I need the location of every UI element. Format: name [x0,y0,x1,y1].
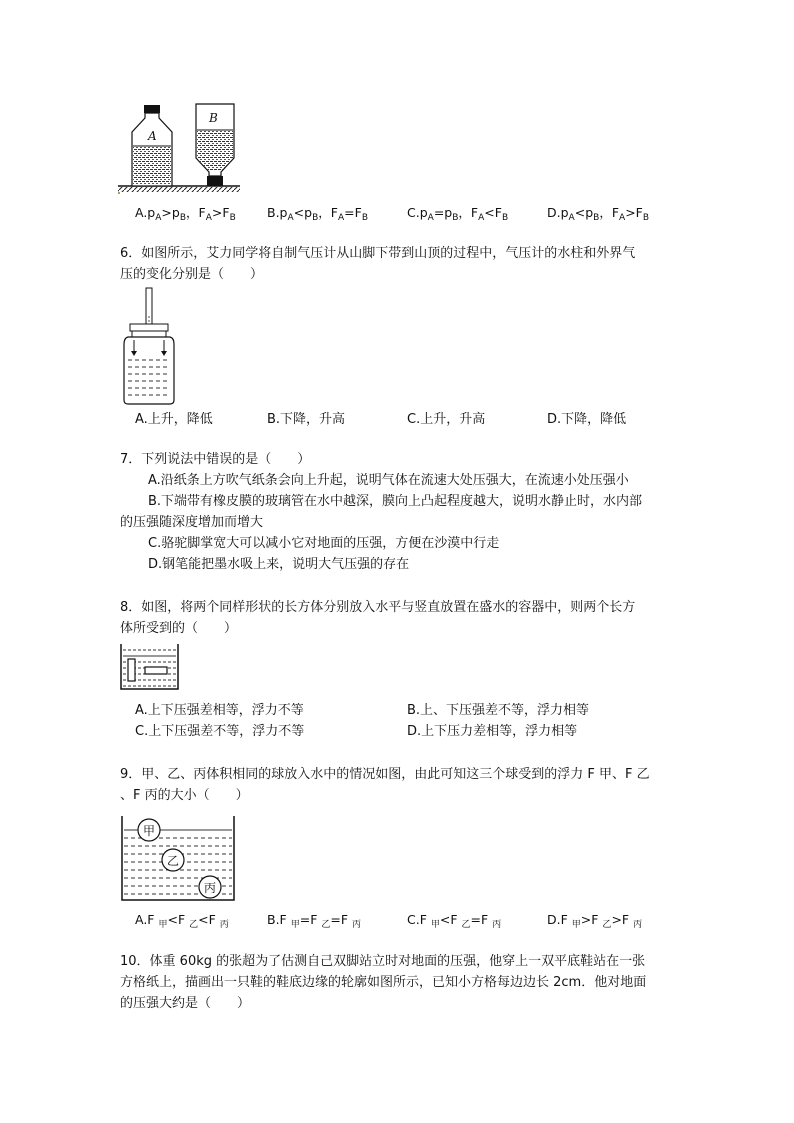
q8-option-a[interactable]: A.上下压强差相等，浮力不等 [135,703,304,718]
q9-stem-line1: 9．甲、乙、丙体积相同的球放入水中的情况如图，由此可知这三个球受到的浮力 F 甲、F 乙 [120,767,650,782]
q5-bottles-figure [114,100,244,196]
q5-option-a[interactable]: $A.p_A>p_B$，$F_A>F_B$ [135,205,236,223]
q6-option-d[interactable]: D.下降，降低 [547,412,627,427]
q7-stem: 7．下列说法中错误的是（ ） [120,452,311,467]
ball-yi-label: 乙 [166,854,180,868]
q9-option-b[interactable]: B.F $_甲$=F $_乙$=F $_丙$ [267,912,362,930]
q6-stem-line2: 压的变化分别是（ ） [120,267,264,282]
q8-stem-line1: 8．如图，将两个同样形状的长方体分别放入水平与竖直放置在盛水的容器中，则两个长方 [120,600,636,615]
q10-stem-line1: 10．体重 60kg 的张超为了估测自己双脚站立时对地面的压强，他穿上一双平底鞋站在一张 [120,954,646,969]
q9-balls-figure [118,814,238,904]
q9-option-a[interactable]: A.F $_甲$<F $_乙$<F $_丙$ [135,912,229,930]
q8-container-figure [118,642,182,692]
q8-option-b[interactable]: B.上、下压强差不等，浮力相等 [407,703,590,718]
ball-bing-label: 丙 [203,881,217,895]
q7-option-b-line2[interactable]: 的压强随深度增加而增大 [120,515,264,530]
q5-option-d[interactable]: $D.p_A<p_B$，$F_A>F_B$ [547,205,650,223]
bottle-b-label: B [209,111,218,125]
q7-option-d[interactable]: D.钢笔能把墨水吸上来，说明大气压强的存在 [148,557,410,572]
q9-stem-line2: 、F 丙的大小（ ） [120,788,249,803]
q7-option-c[interactable]: C.骆驼脚掌宽大可以减小它对地面的压强，方便在沙漠中行走 [148,536,500,551]
q5-option-c[interactable]: $C.p_A=p_B$，$F_A<F_B$ [407,205,509,223]
q6-option-a[interactable]: A.上升，降低 [135,412,213,427]
q8-stem-line2: 体所受到的（ ） [120,621,238,636]
q10-stem-line2: 方格纸上，描画出一只鞋的鞋底边缘的轮廓如图所示，已知小方格每边边长 2cm．他对地面 [120,975,647,990]
q8-option-d[interactable]: D.上下压力差相等，浮力相等 [407,724,578,739]
q6-option-c[interactable]: C.上升，升高 [407,412,486,427]
q6-barometer-figure [118,286,182,408]
q10-stem-line3: 的压强大约是（ ） [120,996,251,1011]
q9-option-d[interactable]: D.F $_甲$>F $_乙$>F $_丙$ [547,912,643,930]
q8-option-c[interactable]: C.上下压强差不等，浮力不等 [135,724,305,739]
q6-stem-line1: 6．如图所示，艾力同学将自制气压计从山脚下带到山顶的过程中，气压计的水柱和外界气 [120,246,636,261]
ball-jia-label: 甲 [142,824,156,838]
q7-option-b-line1[interactable]: B.下端带有橡皮膜的玻璃管在水中越深，膜向上凸起程度越大，说明水静止时，水内部 [148,494,643,509]
q9-option-c[interactable]: C.F $_甲$<F $_乙$=F $_丙$ [407,912,502,930]
bottle-a-label: A [148,129,157,143]
q5-option-b[interactable]: $B.p_A<p_B$，$F_A=F_B$ [267,205,368,223]
q7-option-a[interactable]: A.沿纸条上方吹气纸条会向上升起，说明气体在流速大处压强大，在流速小处压强小 [148,473,629,488]
q6-option-b[interactable]: B.下降，升高 [267,412,346,427]
